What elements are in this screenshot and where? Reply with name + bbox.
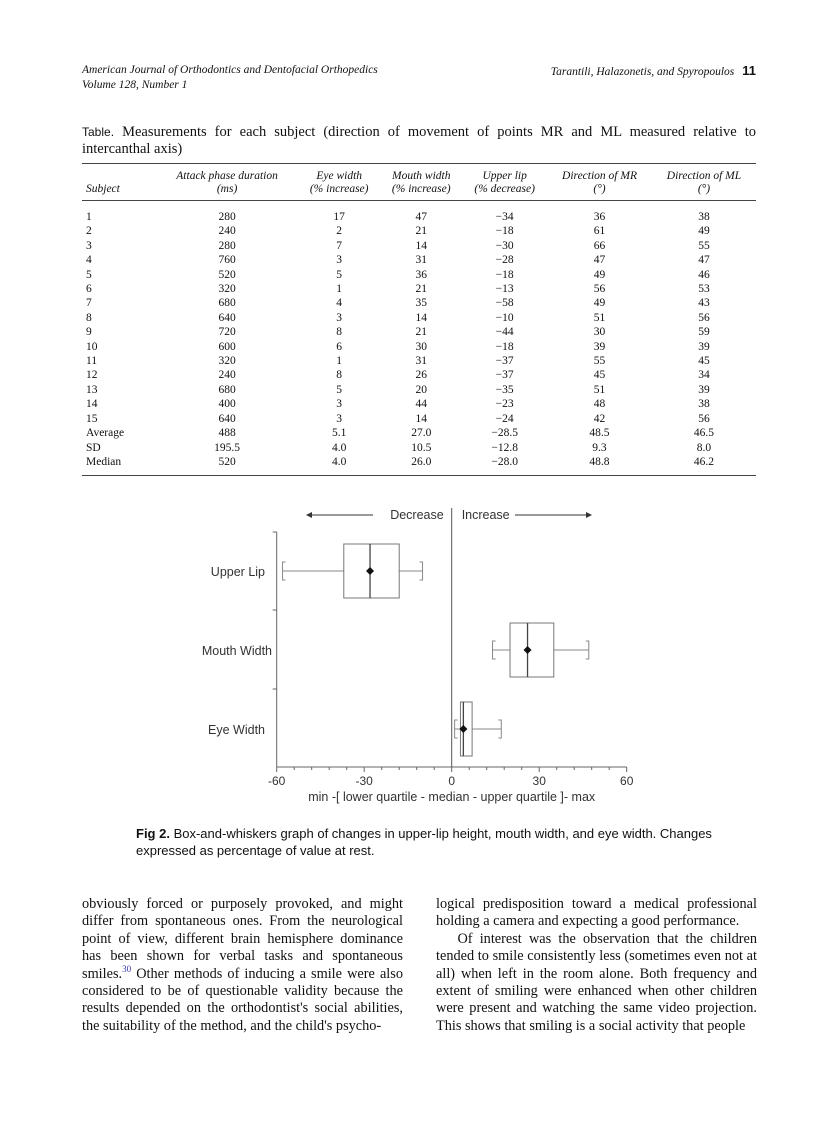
table-cell: 30 [415,340,427,353]
table-cell: −30 [495,239,514,252]
table-cell: 8 [336,326,343,339]
table-cell: 400 [218,398,236,411]
table-cell: 6 [336,340,343,353]
paragraph: Of interest was the observation that the children tended to smile consistently less (sometimes even not at all) when left in the room alone. Both frequency and extent of smiling were enhanced when other children were present and watching the same video projection. This shows that smiling is a social activity that people [436,930,757,1034]
table-cell: 46 [698,268,710,281]
table-cell: 1 [336,283,343,296]
table-cell: 8 [336,369,343,382]
table-cell: 4 [336,297,343,310]
table-cell: 5 [336,268,343,281]
table-cell: 61 [593,225,606,238]
table-cell: −44 [495,326,514,339]
table-cell: 46.2 [693,455,715,468]
x-axis-label: min -[ lower quartile - median - upper quartile ]- max [308,790,596,804]
table-row [82,325,756,339]
x-tick-label: 0 [448,774,456,788]
table-cell: 12 [86,369,98,382]
table-cell: 280 [218,211,236,223]
table-cell: 4.0 [331,455,347,468]
increase-label: Increase [461,508,510,522]
text: obviously forced or purposely provoked, and might differ from spontaneous ones. From the neurological point of view, different brain hemisphere dominance has been shown for verbal tasks and spontaneous smiles. [82,896,403,982]
table-row [82,224,756,238]
table-cell: 30 [593,326,606,339]
table-cell: 14 [415,311,427,324]
table-cell: −12.8 [491,441,518,454]
table-cell: −58 [495,297,514,310]
category-label: Eye Width [208,723,265,737]
box-whisker-chart [190,500,650,810]
increase-arrowhead [586,512,592,518]
table-cell: 55 [593,355,606,368]
table-cell: 49 [593,297,606,310]
column-header: Direction of ML (°) [652,164,756,201]
measurements-table [82,163,756,476]
table-row [82,340,756,354]
decrease-label: Decrease [390,508,444,522]
table-cell: −37 [495,355,514,368]
table-cell: 5.1 [331,427,347,440]
table-cell: 45 [593,369,606,382]
table-cell: 14 [415,239,427,252]
paragraph [82,896,403,1035]
column-header: Eye width (% increase) [298,164,380,201]
table-cell: 520 [218,268,236,281]
category-label: Mouth Width [201,644,272,658]
text: Other methods of inducing a smile were also considered to be of questionable validity because the results depended on the orthodontist's social abilities, the suitability of the method, and the child's psycho- [82,965,403,1034]
table-cell: 27.0 [411,427,432,440]
table-cell: 3 [336,311,343,324]
table-cell: 20 [415,383,427,396]
table-cell: 640 [218,412,236,425]
table-cell: 17 [333,211,345,223]
x-tick-label: -30 [355,774,373,788]
table-row [82,397,756,411]
table-cell: 36 [593,211,606,223]
table-cell: 1 [336,355,343,368]
table-header-row [82,164,756,201]
table-cell: 3 [336,398,343,411]
table-cell: SD [86,441,101,454]
table-cell: 600 [218,340,236,353]
table-cell: 9.3 [592,441,607,454]
x-tick-label: 60 [620,774,634,788]
table-cell: −34 [495,211,514,223]
table-cell: 56 [593,283,606,296]
table-cell: 6 [86,283,92,296]
table-cell: 45 [698,355,710,368]
body-column-left [82,896,403,1035]
table-cell: 15 [86,412,98,425]
authors: Tarantili, Halazonetis, and Spyropoulos [550,66,735,78]
table-cell: 3 [336,254,343,267]
table-cell: 488 [218,427,236,440]
running-header-right [551,63,756,80]
table-cell: 195.5 [214,441,240,454]
table-cell: −18 [495,225,514,238]
x-tick-label: 30 [532,774,546,788]
table-cell: 43 [698,297,710,310]
table-cell: 2 [336,225,343,238]
table-cell: 3 [336,412,343,425]
figure-caption-text: Box-and-whiskers graph of changes in upper-lip height, mouth width, and eye width. Changes expressed as percentage of value at rest. [136,826,712,858]
table-cell: 26.0 [411,455,432,468]
table-cell: −13 [495,283,514,296]
table-row [82,383,756,397]
table-cell: 35 [415,297,427,310]
table-row [82,296,756,310]
table-cell: −28 [495,254,514,267]
table-row [82,455,756,476]
table-cell: −18 [495,268,514,281]
table-cell: 13 [86,383,98,396]
table-cell: −24 [495,412,514,425]
decrease-arrowhead [306,512,312,518]
table-cell: 48.8 [589,455,610,468]
table-cell: 4.0 [331,441,347,454]
table-cell: −18 [495,340,514,353]
table-cell: 31 [415,355,427,368]
table-cell: 10.5 [411,441,432,454]
table-cell: 4 [86,254,92,267]
table-label: Table. [82,125,115,139]
table-cell: 3 [86,239,92,252]
table-cell: 56 [698,311,710,324]
table-cell: 21 [415,225,427,238]
running-header-left [82,63,378,93]
table-cell: 56 [698,412,710,425]
table-row [82,253,756,267]
table-cell: 36 [415,268,427,281]
table-cell: 59 [698,326,710,339]
table-cell: 42 [593,412,606,425]
table-row [82,426,756,440]
table-cell: 8 [86,311,92,324]
table-cell: 2 [86,225,92,238]
table-cell: 44 [415,398,427,411]
table-cell: Median [86,455,122,468]
table-cell: 320 [218,283,236,296]
table-cell: 66 [593,239,606,252]
column-header: Mouth width (% increase) [380,164,462,201]
table-cell: 47 [698,254,710,267]
table-cell: Average [86,427,125,440]
table-cell: 240 [218,225,236,238]
table-cell: 11 [86,355,98,368]
table-cell: 38 [698,211,710,223]
table-row [82,354,756,368]
table-cell: 48 [593,398,606,411]
table-cell: 7 [336,239,343,252]
table-caption [82,124,756,158]
table-row [82,412,756,426]
table-cell: 51 [593,383,606,396]
column-header: Attack phase duration (ms) [156,164,298,201]
table-cell: −28.0 [491,455,518,468]
box [510,623,554,677]
table-cell: 21 [415,283,427,296]
table-cell: 14 [415,412,427,425]
table-cell: −10 [495,311,514,324]
table-cell: 520 [218,455,236,468]
table-cell: 39 [698,383,710,396]
table-cell: 26 [415,369,427,382]
table-cell: 31 [415,254,427,267]
table-cell: 39 [698,340,710,353]
citation-ref[interactable]: 30 [122,963,132,974]
table-cell: 39 [593,340,606,353]
table-cell: 46.5 [693,427,715,440]
table-cell: −28.5 [491,427,518,440]
table-cell: 8.0 [696,441,712,454]
table-row [82,441,756,455]
table-cell: 640 [218,311,236,324]
table-cell: 47 [593,254,606,267]
table-cell: 53 [698,283,710,296]
table-cell: 49 [698,225,710,238]
table-cell: 5 [336,383,343,396]
body-column-right [436,896,757,1035]
table-cell: 720 [218,326,236,339]
table-cell: 760 [218,254,236,267]
table-cell: 14 [86,398,98,411]
table-row [82,368,756,382]
table-cell: 10 [86,340,98,353]
journal-volume: Volume 128, Number 1 [82,79,188,91]
table-cell: 7 [86,297,92,310]
category-label: Upper Lip [210,565,265,579]
table-cell: 38 [698,398,710,411]
figure-caption [136,826,736,859]
table-cell: 680 [218,297,236,310]
table-cell: 5 [86,268,92,281]
table-cell: −35 [495,383,514,396]
table-cell: −23 [495,398,514,411]
figure-label: Fig 2. [136,826,170,841]
table-row [82,268,756,282]
paragraph: logical predisposition toward a medical professional holding a camera and expecting a good performance. [436,896,757,930]
table-cell: 47 [415,211,427,223]
table-cell: 9 [86,326,92,339]
table-row [82,311,756,325]
table-cell: −37 [495,369,514,382]
table-cell: 280 [218,239,236,252]
journal-name: American Journal of Orthodontics and Dentofacial Orthopedics [82,64,378,76]
column-header: Subject [82,164,156,201]
table-row [82,239,756,253]
table-cell: 49 [593,268,606,281]
table-cell: 240 [218,369,236,382]
column-header: Upper lip (% decrease) [462,164,547,201]
table-body [82,201,756,476]
column-header: Direction of MR (°) [547,164,652,201]
table-cell: 680 [218,383,236,396]
table-cell: 320 [218,355,236,368]
table-cell: 55 [698,239,710,252]
table-cell: 48.5 [589,427,610,440]
table-cell: 1 [86,211,92,223]
x-tick-label: -60 [268,774,286,788]
table-cell: 21 [415,326,427,339]
page-number: 11 [742,63,756,78]
table-cell: 51 [593,311,606,324]
table-row [82,201,756,225]
table-cell: 34 [698,369,710,382]
table-caption-text: Measurements for each subject (direction of movement of points MR and ML measured relative to intercanthal axis) [82,124,756,157]
table-row [82,282,756,296]
